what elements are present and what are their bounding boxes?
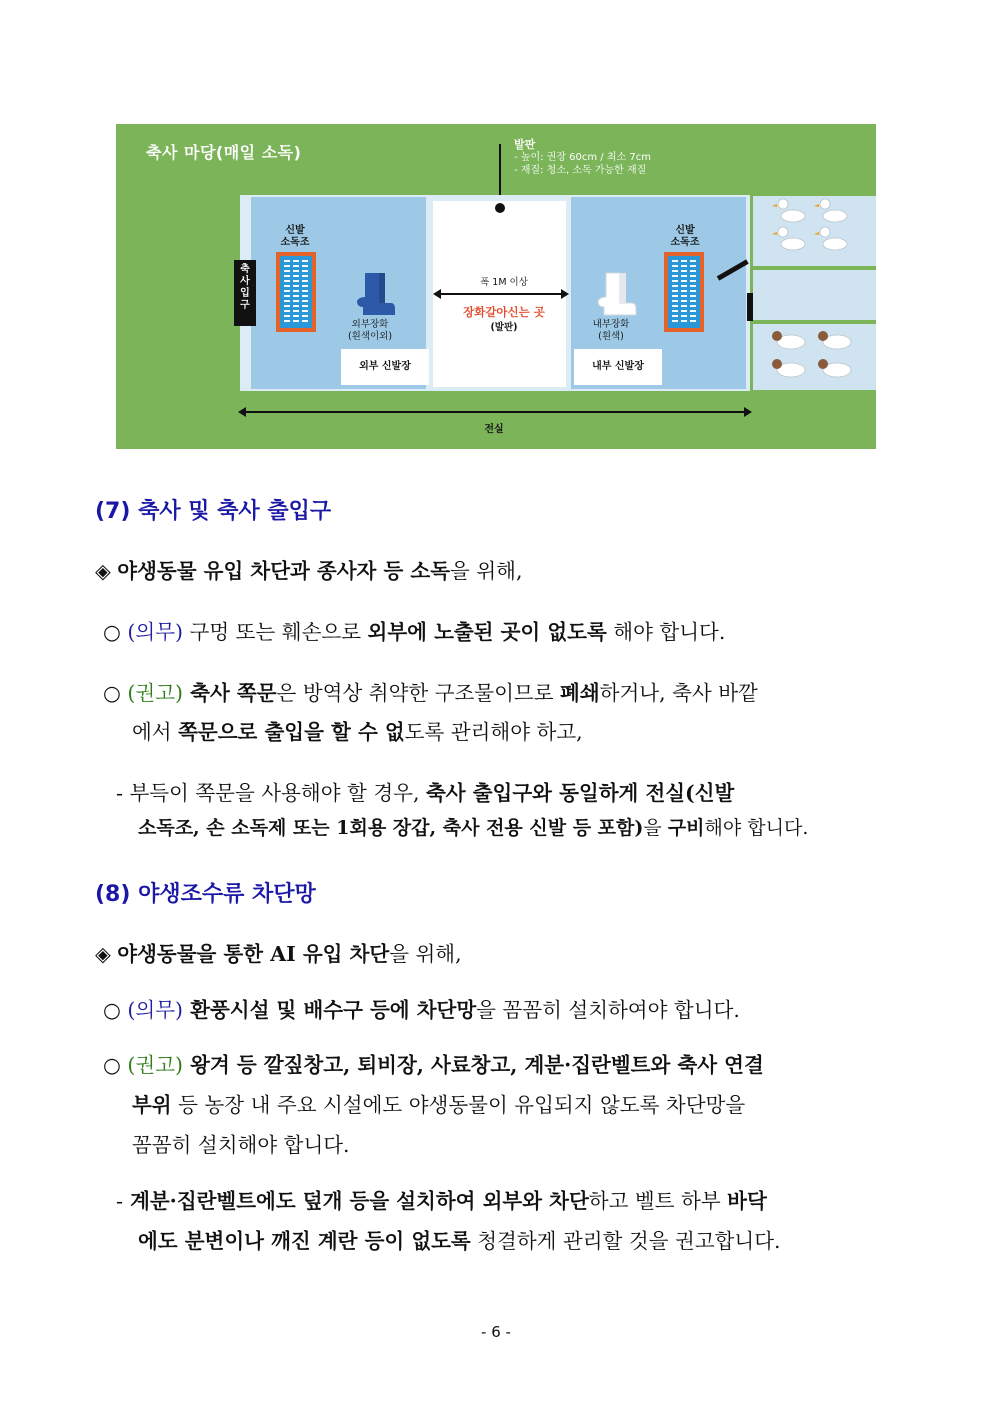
- page-number: - 6 -: [481, 1323, 511, 1341]
- yard-title: 축사 마당(매일 소독): [146, 143, 302, 162]
- right-foot-bath-label: 신발 소독조: [670, 225, 700, 248]
- duck-pen: [753, 196, 876, 266]
- chicken-icon: [753, 324, 876, 390]
- outer-boot-icon: [351, 271, 397, 317]
- outer-shoe-cabinet: 외부 신발장: [341, 349, 429, 385]
- inner-shoe-cabinet: 내부 신발장: [574, 349, 662, 385]
- recommend-tag: (권고): [127, 681, 184, 705]
- right-foot-bath-icon: [664, 252, 704, 332]
- recommend-tag: (권고): [127, 1053, 184, 1077]
- mandatory-tag: (의무): [127, 998, 184, 1022]
- circle-bullet: ○: [103, 681, 121, 705]
- biosecurity-layout-diagram: [116, 124, 876, 449]
- diamond-bullet: ◈: [95, 942, 111, 966]
- circle-bullet: ○: [103, 1053, 121, 1077]
- mat-width-label: 폭 1M 이상: [480, 277, 528, 288]
- section-7-item-2-line-2: 에서 쪽문으로 출입을 할 수 없도록 관리해야 하고,: [132, 720, 583, 744]
- circle-bullet: ○: [103, 998, 121, 1022]
- section-8-heading: (8) 야생조수류 차단망: [95, 882, 316, 907]
- inner-boot-label: 내부장화 (흰색): [592, 319, 630, 342]
- left-foot-bath-icon: [276, 252, 316, 332]
- section-7-item-2-line-1: ○ (권고) 축사 쪽문은 방역상 취약한 구조물이므로 폐쇄하거나, 축사 바깥: [103, 681, 758, 705]
- anteroom-span-arrow: [240, 411, 750, 413]
- anteroom-label: 전실: [484, 424, 504, 435]
- mat-place-label: 장화갈아신는 곳: [463, 305, 545, 319]
- duck-icon: [753, 196, 876, 266]
- section-8-lead: ◈ 야생동물을 통한 AI 유입 차단을 위해,: [95, 942, 462, 966]
- section-8-item-2-line-3: 꼼꼼히 설치해야 합니다.: [132, 1133, 350, 1157]
- mat-info: [514, 138, 651, 177]
- mat-pointer-dot: [495, 203, 505, 213]
- section-8-item-3-line-2: 에도 분변이나 깨진 계란 등이 없도록 청결하게 관리할 것을 권고합니다.: [138, 1229, 781, 1253]
- mat-height-spec: - 높이: 권장 60cm / 최소 7cm: [514, 152, 651, 163]
- section-7-item-3-line-1: - 부득이 쪽문을 사용해야 할 경우, 축사 출입구와 동일하게 전실(신발: [116, 781, 735, 805]
- chicken-pen: [753, 324, 876, 390]
- mat-material-spec: - 재질: 청소, 소독 가능한 재질: [514, 165, 647, 176]
- inner-boot-icon: [592, 271, 638, 317]
- diamond-bullet: ◈: [95, 559, 111, 583]
- outer-boot-label: 외부장화 (흰색이외): [347, 319, 393, 342]
- mat-width-arrow: [435, 293, 567, 295]
- mat-info-title: 발판: [514, 138, 536, 151]
- section-7-heading: (7) 축사 및 축사 출입구: [95, 499, 332, 524]
- barn-entrance-label: 축 사 입 구: [234, 260, 256, 326]
- section-8-item-2-line-1: ○ (권고) 왕겨 등 깔짚창고, 퇴비장, 사료창고, 계분·집란벨트와 축사 연결: [103, 1053, 764, 1077]
- section-7-item-3-line-2: 소독조, 손 소독제 또는 1회용 장갑, 축사 전용 신발 등 포함)을 구비해야 합니다.: [138, 817, 809, 839]
- section-7-item-1: ○ (의무) 구멍 또는 훼손으로 외부에 노출된 곳이 없도록 해야 합니다.: [103, 620, 726, 644]
- section-8-item-2-line-2: 부위 등 농장 내 주요 시설에도 야생동물이 유입되지 않도록 차단망을: [132, 1093, 746, 1117]
- left-foot-bath-label: 신발 소독조: [280, 225, 310, 248]
- circle-bullet: ○: [103, 620, 121, 644]
- section-8-item-3-line-1: - 계분·집란벨트에도 덮개 등을 설치하여 외부와 차단하고 벨트 하부 바닥: [116, 1189, 767, 1213]
- mat-place-sub-label: (발판): [490, 322, 518, 333]
- section-8-item-1: ○ (의무) 환풍시설 및 배수구 등에 차단망을 꼼꼼히 설치하여야 합니다.: [103, 998, 740, 1022]
- empty-pen: [753, 270, 876, 320]
- mandatory-tag: (의무): [127, 620, 184, 644]
- section-7-lead: ◈ 야생동물 유입 차단과 종사자 등 소독을 위해,: [95, 559, 523, 583]
